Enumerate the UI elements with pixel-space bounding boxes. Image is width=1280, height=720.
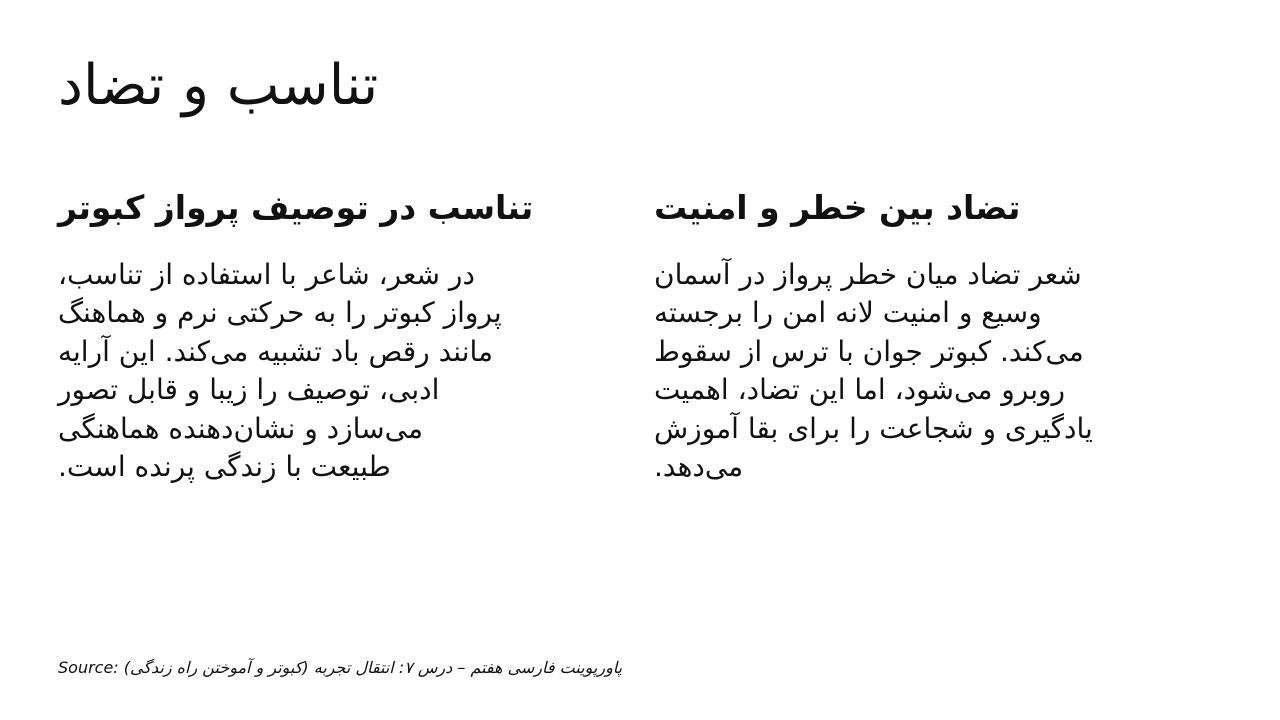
body-line: مانند رقص باد تشبیه می‌کند. این آرایه [58,334,494,368]
body-line: یادگیری و شجاعت را برای بقا آموزش [654,411,1093,445]
column-proportion [58,188,578,487]
source-footer [58,658,622,677]
source-label: Source: [58,658,119,677]
body-line: روبرو می‌شود، اما این تضاد، اهمیت [654,373,1066,407]
body-line: می‌سازد و نشان‌دهنده هماهنگی [58,411,423,445]
body-line: وسیع و امنیت لانه امن را برجسته [654,296,1042,330]
column-heading-contrast: تضاد بین خطر و امنیت [654,188,1021,227]
body-line: ادبی، توصیف را زیبا و قابل تصور [58,373,440,407]
body-line: می‌کند. کبوتر جوان با ترس از سقوط [654,334,1084,368]
column-body-proportion [58,256,578,487]
body-line: در شعر، شاعر با استفاده از تناسب، [58,257,475,291]
body-line: طبیعت با زندگی پرنده است. [58,450,391,484]
column-contrast [654,188,1174,487]
body-line: شعر تضاد میان خطر پرواز در آسمان [654,257,1082,291]
column-heading-proportion: تناسب در توصیف پرواز کبوتر [58,188,534,227]
slide-title: تناسب و تضاد [58,53,379,118]
body-line: پرواز کبوتر را به حرکتی نرم و هماهنگ [58,296,502,330]
body-line: می‌دهد. [654,450,744,484]
column-body-contrast [654,256,1174,487]
source-text: پاورپوینت فارسی هفتم – درس ۷: انتقال تجربه (کبوتر و آموختن راه زندگی) [123,658,623,677]
